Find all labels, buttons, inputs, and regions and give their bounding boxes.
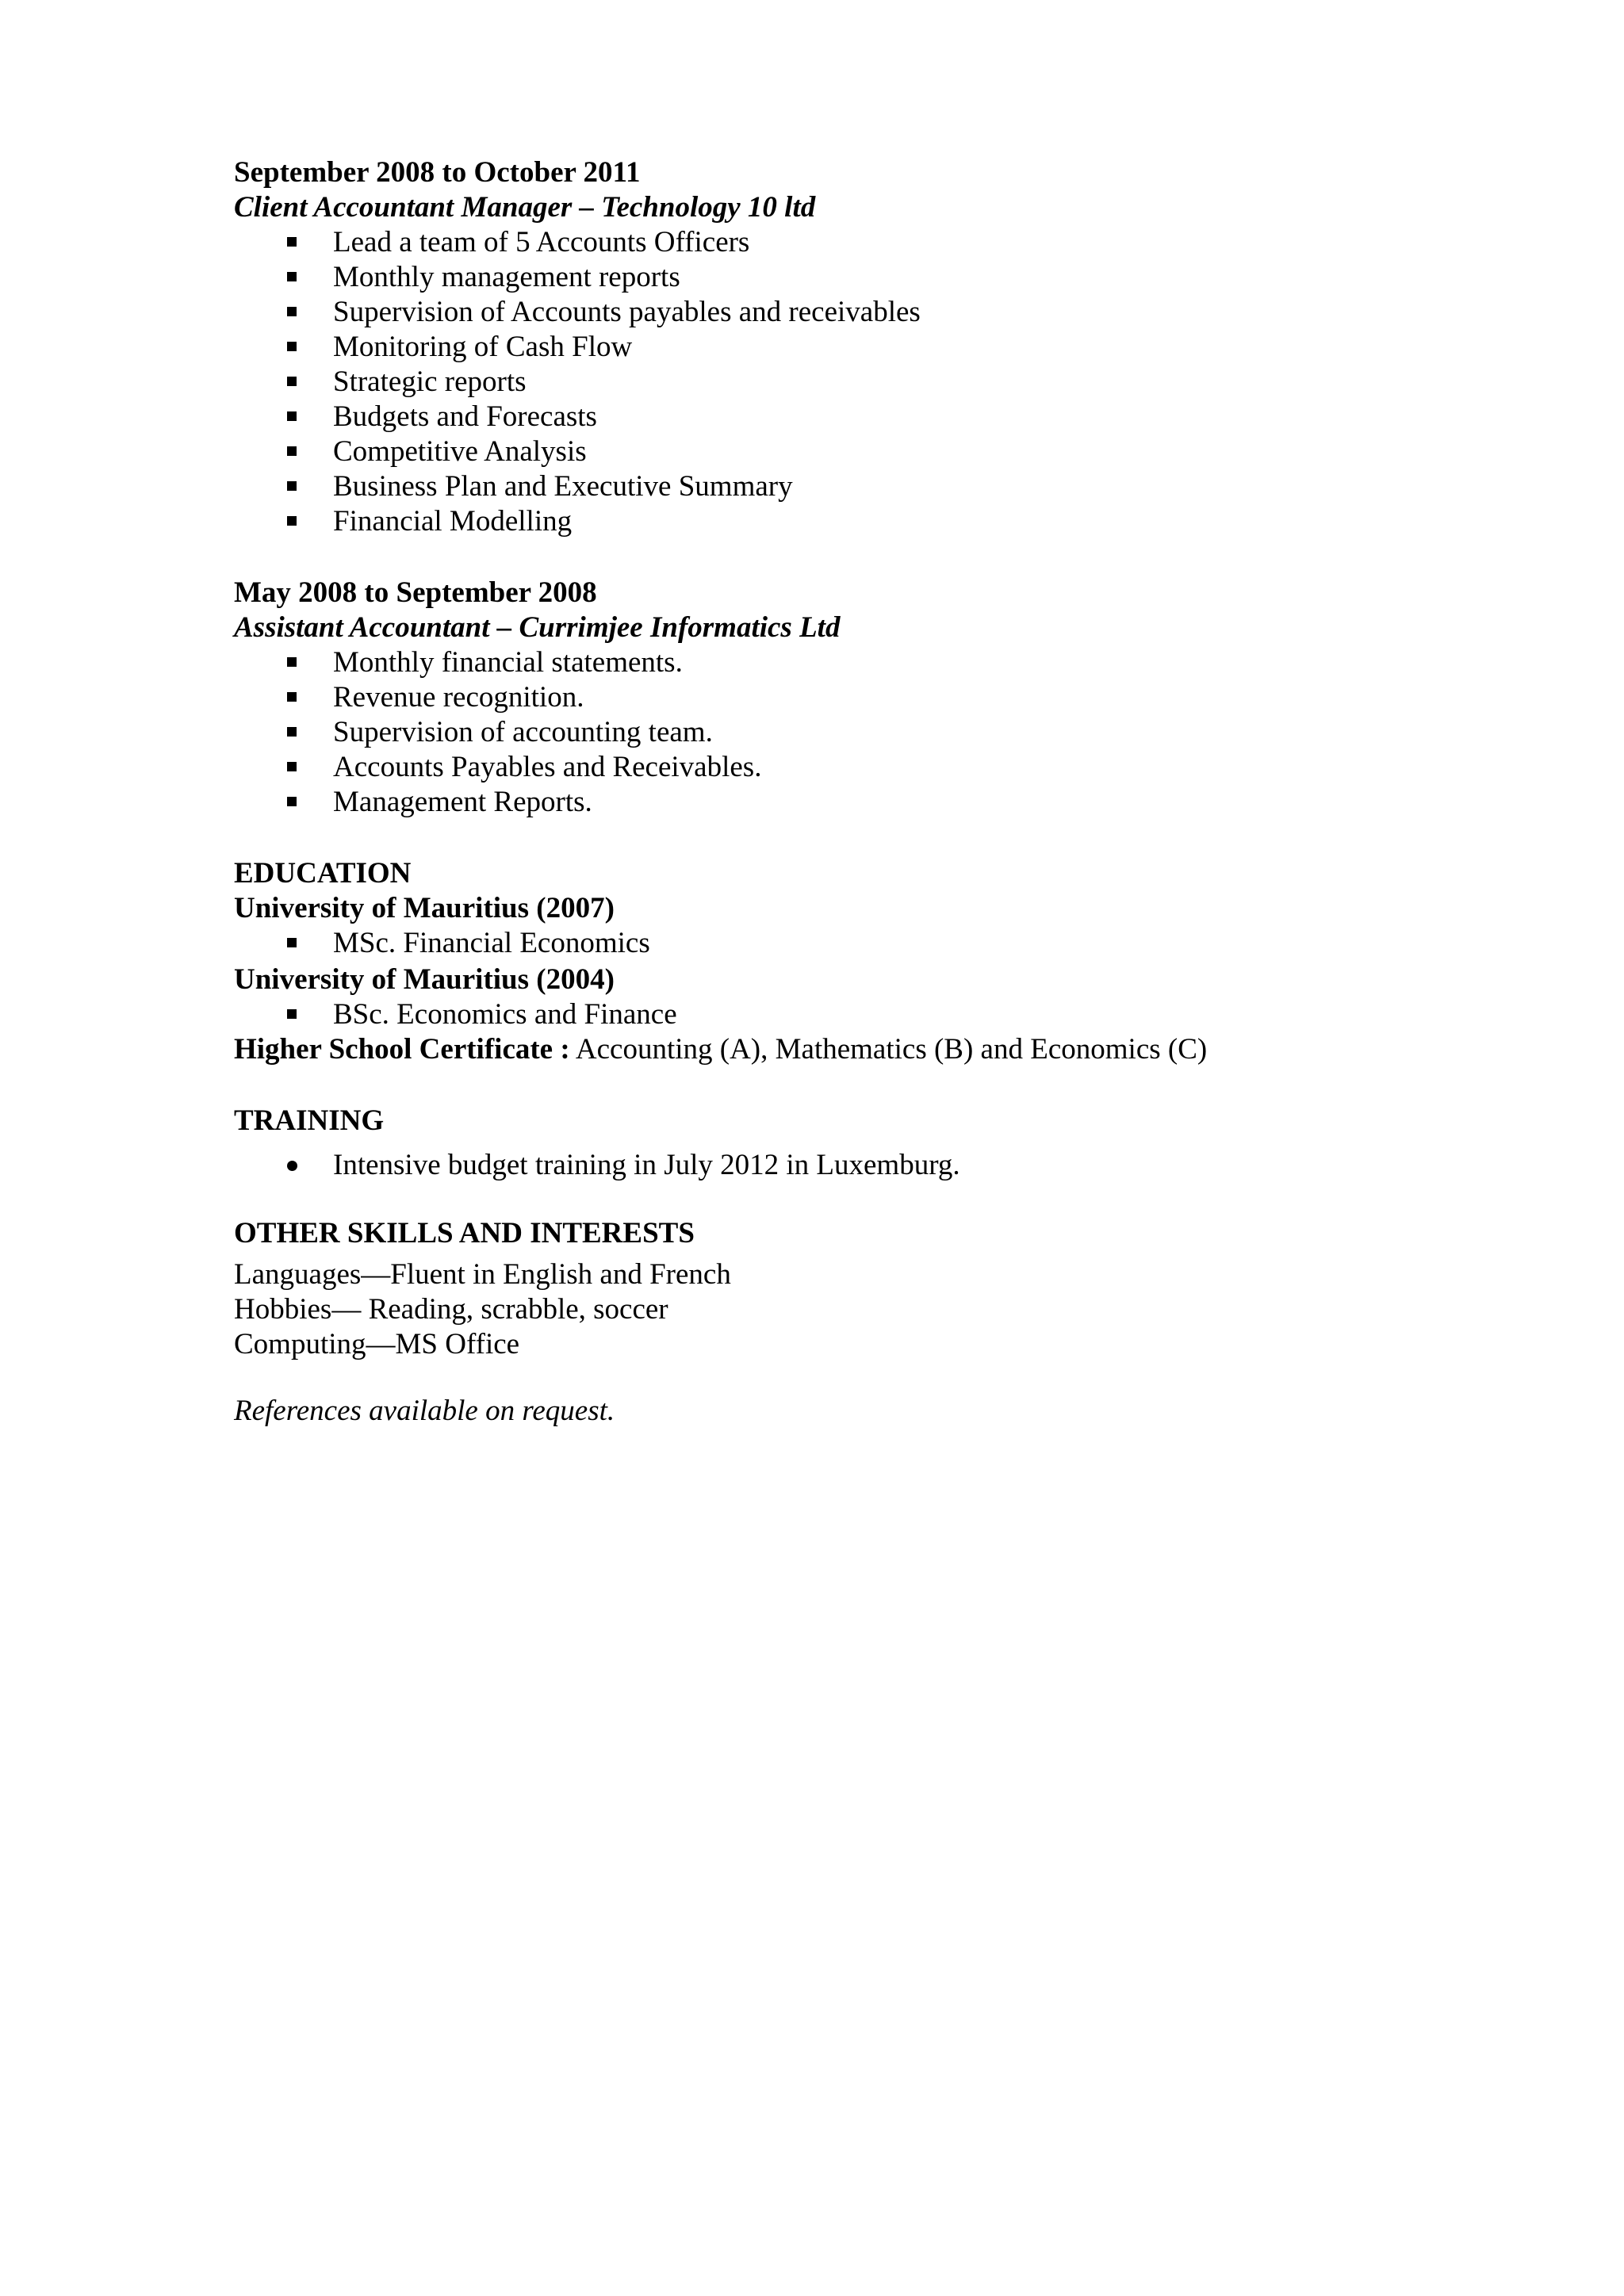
list-item: Intensive budget training in July 2012 in Luxemburg. [234, 1148, 1423, 1183]
institution: University of Mauritius (2007) [234, 892, 615, 924]
list-item: Revenue recognition. [234, 680, 1423, 715]
list-item: Monitoring of Cash Flow [234, 330, 1423, 365]
resume-page [234, 155, 1423, 1429]
list-item: Business Plan and Executive Summary [234, 469, 1423, 504]
list-item: Financial Modelling [234, 504, 1423, 539]
job-entry [234, 155, 1423, 539]
duties-list [234, 225, 1423, 539]
training-list [234, 1148, 1423, 1183]
duties-list [234, 645, 1423, 820]
references-note: References available on request. [234, 1395, 615, 1427]
degree-list [234, 926, 1423, 961]
job-role: Assistant Accountant – Currimjee Informatics Ltd [234, 611, 841, 644]
section-heading: EDUCATION [234, 857, 412, 890]
section-heading: OTHER SKILLS AND INTERESTS [234, 1217, 695, 1249]
institution: University of Mauritius (2004) [234, 963, 615, 996]
job-role: Client Accountant Manager – Technology 10 ltd [234, 191, 816, 224]
list-item: Budgets and Forecasts [234, 400, 1423, 434]
hsc-label: Higher School Certificate : [234, 1033, 570, 1066]
list-item: Lead a team of 5 Accounts Officers [234, 225, 1423, 260]
section-heading: TRAINING [234, 1104, 385, 1137]
list-item: Management Reports. [234, 785, 1423, 820]
hsc-line [234, 1032, 1423, 1067]
list-item: Supervision of accounting team. [234, 715, 1423, 750]
skills-section [234, 1216, 1423, 1362]
job-period: September 2008 to October 2011 [234, 156, 641, 189]
degree-list [234, 997, 1423, 1032]
list-item: Accounts Payables and Receivables. [234, 750, 1423, 785]
skill-line: Languages—Fluent in English and French [234, 1258, 731, 1291]
list-item: Supervision of Accounts payables and receivables [234, 295, 1423, 330]
education-section [234, 856, 1423, 1067]
skill-line: Computing—MS Office [234, 1328, 520, 1360]
job-entry [234, 576, 1423, 820]
list-item: BSc. Economics and Finance [234, 997, 1423, 1032]
list-item: Monthly financial statements. [234, 645, 1423, 680]
skill-line: Hobbies— Reading, scrabble, soccer [234, 1293, 668, 1326]
list-item: Strategic reports [234, 365, 1423, 400]
list-item: MSc. Financial Economics [234, 926, 1423, 961]
job-period: May 2008 to September 2008 [234, 576, 597, 609]
list-item: Competitive Analysis [234, 434, 1423, 469]
training-section [234, 1104, 1423, 1183]
list-item: Monthly management reports [234, 260, 1423, 295]
hsc-value: Accounting (A), Mathematics (B) and Economics (C) [569, 1033, 1208, 1066]
